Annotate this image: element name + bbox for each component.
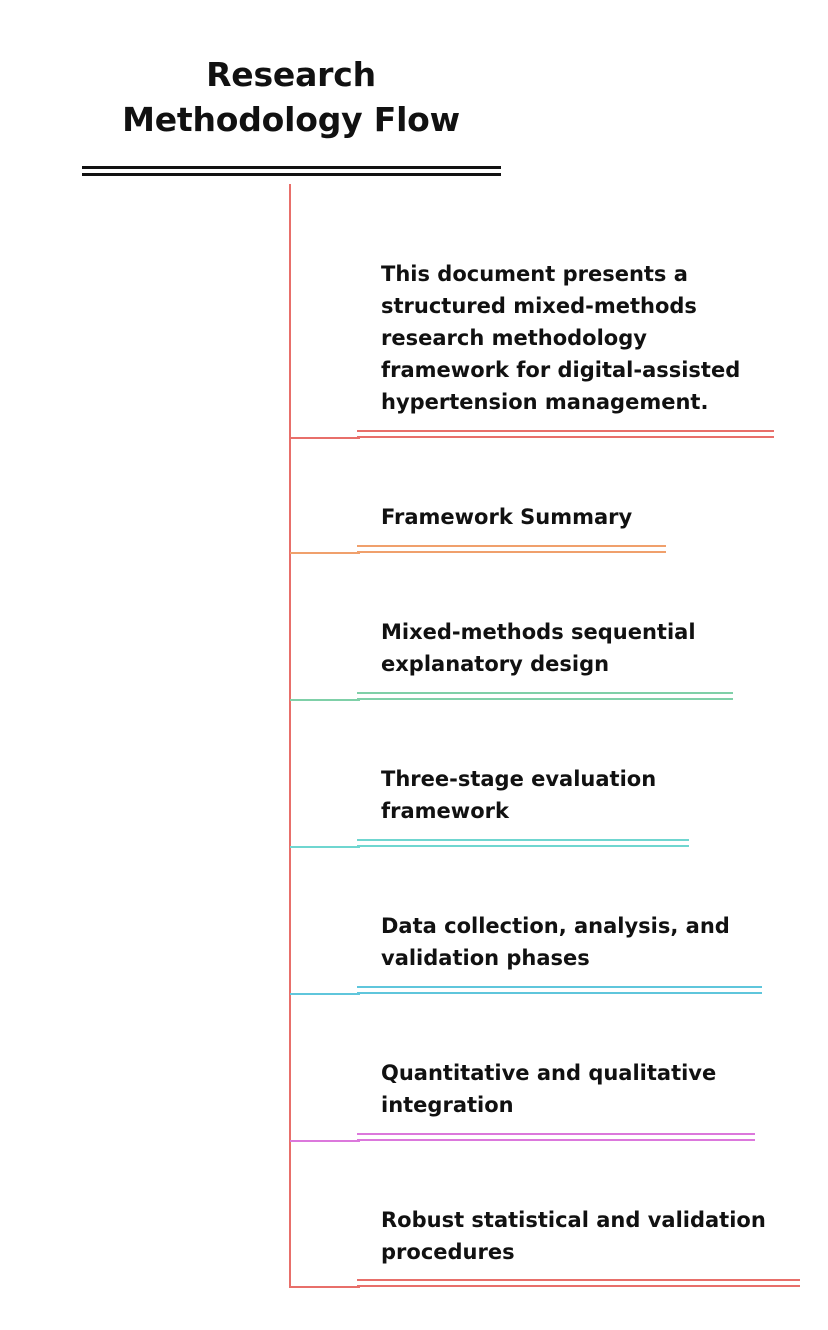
node-0-connector xyxy=(290,437,360,439)
node-6-underline-top xyxy=(357,1279,800,1281)
node-0-text: This document presents a structured mixed-methods research methodology framework for digital-assisted hypertension management. xyxy=(381,262,741,414)
node-3-connector xyxy=(290,846,360,848)
diagram-title-line-2: Methodology Flow xyxy=(122,100,460,139)
node-5-text: Quantitative and qualitative integration xyxy=(381,1061,717,1117)
node-4-underline-top xyxy=(357,986,762,988)
node-3-underline-bottom xyxy=(357,845,689,847)
node-2-text: Mixed-methods sequential explanatory design xyxy=(381,620,696,676)
title-underline-top xyxy=(82,166,501,169)
node-6-connector xyxy=(290,1286,360,1288)
node-2-connector xyxy=(290,699,360,701)
node-4-connector xyxy=(290,993,360,995)
node-3-text: Three-stage evaluation framework xyxy=(381,767,657,823)
node-5-underline-bottom xyxy=(357,1139,755,1141)
node-1-text: Framework Summary xyxy=(381,505,633,529)
node-0-underline-top xyxy=(357,430,774,432)
diagram-title-line-1: Research xyxy=(206,55,376,94)
node-2-underline-top xyxy=(357,692,733,694)
node-4-text: Data collection, analysis, and validation phases xyxy=(381,914,730,970)
node-5-connector xyxy=(290,1140,360,1142)
title-underline-bottom xyxy=(82,173,501,176)
node-3-underline-top xyxy=(357,839,689,841)
node-5-underline-top xyxy=(357,1133,755,1135)
node-0-underline-bottom xyxy=(357,436,774,438)
node-6-text: Robust statistical and validation procedures xyxy=(381,1208,766,1264)
node-1-underline-top xyxy=(357,545,666,547)
node-1-connector xyxy=(290,552,360,554)
diagram-title xyxy=(82,52,500,142)
node-6-underline-bottom xyxy=(357,1285,800,1287)
node-1-underline-bottom xyxy=(357,551,666,553)
node-2-underline-bottom xyxy=(357,698,733,700)
node-4-underline-bottom xyxy=(357,992,762,994)
flow-spine xyxy=(289,184,291,1288)
